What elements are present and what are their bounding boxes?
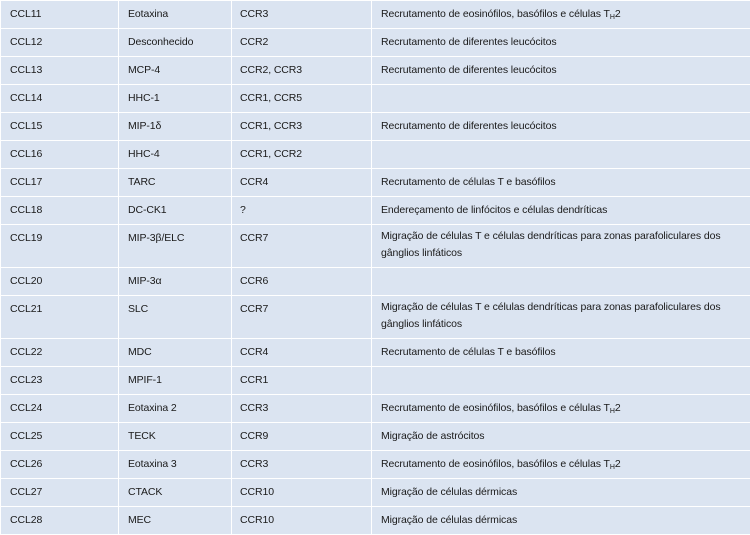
chemokine-cell: CCL20 bbox=[1, 268, 119, 296]
function-cell bbox=[372, 367, 750, 395]
table-body bbox=[1, 1, 750, 535]
function-cell: Recrutamento de células T e basófilos bbox=[372, 169, 750, 197]
chemokine-cell: CCL26 bbox=[1, 451, 119, 479]
receptor-cell: CCR7 bbox=[232, 296, 372, 339]
receptor-cell: CCR3 bbox=[232, 1, 372, 29]
ligand-name-cell: MIP-3β/ELC bbox=[119, 225, 232, 268]
table-row bbox=[1, 57, 750, 85]
receptor-cell: CCR1 bbox=[232, 367, 372, 395]
ligand-name-cell: TARC bbox=[119, 169, 232, 197]
ligand-name-cell: MCP-4 bbox=[119, 57, 232, 85]
function-cell: Migração de células T e células dendríticas para zonas parafoliculares dos gânglios linfáticos bbox=[372, 225, 750, 268]
table-row bbox=[1, 1, 750, 29]
chemokine-cell: CCL11 bbox=[1, 1, 119, 29]
function-cell: Recrutamento de eosinófilos, basófilos e células $T_H2$ bbox=[372, 395, 750, 423]
receptor-cell: CCR2, CCR3 bbox=[232, 57, 372, 85]
chemokine-cell: CCL12 bbox=[1, 29, 119, 57]
ligand-name-cell: MDC bbox=[119, 339, 232, 367]
ligand-name-cell: HHC-4 bbox=[119, 141, 232, 169]
table-row bbox=[1, 339, 750, 367]
function-cell: Migração de células T e células dendríticas para zonas parafoliculares dos gânglios linfáticos bbox=[372, 296, 750, 339]
function-cell: Recrutamento de diferentes leucócitos bbox=[372, 113, 750, 141]
receptor-cell: CCR3 bbox=[232, 395, 372, 423]
function-cell: Recrutamento de eosinófilos, basófilos e células $T_H2$ bbox=[372, 451, 750, 479]
chemokine-cell: CCL25 bbox=[1, 423, 119, 451]
function-cell: Migração de células dérmicas bbox=[372, 507, 750, 535]
table-row bbox=[1, 479, 750, 507]
ligand-name-cell: Eotaxina 3 bbox=[119, 451, 232, 479]
function-cell bbox=[372, 141, 750, 169]
chemokine-cell: CCL14 bbox=[1, 85, 119, 113]
function-cell: Migração de astrócitos bbox=[372, 423, 750, 451]
table-row bbox=[1, 169, 750, 197]
table-row bbox=[1, 367, 750, 395]
receptor-cell: CCR2 bbox=[232, 29, 372, 57]
receptor-cell: CCR4 bbox=[232, 339, 372, 367]
ligand-name-cell: MPIF-1 bbox=[119, 367, 232, 395]
chemokine-cell: CCL24 bbox=[1, 395, 119, 423]
receptor-cell: CCR4 bbox=[232, 169, 372, 197]
chemokine-cell: CCL21 bbox=[1, 296, 119, 339]
table-row bbox=[1, 225, 750, 268]
ligand-name-cell: TECK bbox=[119, 423, 232, 451]
ligand-name-cell: DC-CK1 bbox=[119, 197, 232, 225]
chemokine-cell: CCL23 bbox=[1, 367, 119, 395]
table-row bbox=[1, 29, 750, 57]
ligand-name-cell: Desconhecido bbox=[119, 29, 232, 57]
chemokine-cell: CCL18 bbox=[1, 197, 119, 225]
receptor-cell: CCR3 bbox=[232, 451, 372, 479]
ligand-name-cell: Eotaxina bbox=[119, 1, 232, 29]
ligand-name-cell: HHC-1 bbox=[119, 85, 232, 113]
function-cell: Recrutamento de diferentes leucócitos bbox=[372, 57, 750, 85]
function-cell: Migração de células dérmicas bbox=[372, 479, 750, 507]
table-row bbox=[1, 296, 750, 339]
function-cell: Recrutamento de eosinófilos, basófilos e células $T_H2$ bbox=[372, 1, 750, 29]
chemokine-cell: CCL22 bbox=[1, 339, 119, 367]
chemokine-cell: CCL27 bbox=[1, 479, 119, 507]
function-cell bbox=[372, 268, 750, 296]
receptor-cell: CCR6 bbox=[232, 268, 372, 296]
chemokine-cell: CCL19 bbox=[1, 225, 119, 268]
ligand-name-cell: MEC bbox=[119, 507, 232, 535]
table-row bbox=[1, 197, 750, 225]
function-cell: Endereçamento de linfócitos e células dendríticas bbox=[372, 197, 750, 225]
receptor-cell: CCR9 bbox=[232, 423, 372, 451]
receptor-cell: CCR1, CCR3 bbox=[232, 113, 372, 141]
receptor-cell: CCR7 bbox=[232, 225, 372, 268]
ligand-name-cell: MIP-1δ bbox=[119, 113, 232, 141]
receptor-cell: ? bbox=[232, 197, 372, 225]
function-cell bbox=[372, 85, 750, 113]
function-cell: Recrutamento de diferentes leucócitos bbox=[372, 29, 750, 57]
ligand-name-cell: CTACK bbox=[119, 479, 232, 507]
chemokine-cell: CCL17 bbox=[1, 169, 119, 197]
chemokine-cell: CCL15 bbox=[1, 113, 119, 141]
table-row bbox=[1, 113, 750, 141]
function-cell: Recrutamento de células T e basófilos bbox=[372, 339, 750, 367]
chemokine-cell: CCL28 bbox=[1, 507, 119, 535]
receptor-cell: CCR1, CCR5 bbox=[232, 85, 372, 113]
table-row bbox=[1, 423, 750, 451]
table-row bbox=[1, 268, 750, 296]
receptor-cell: CCR10 bbox=[232, 479, 372, 507]
ligand-name-cell: Eotaxina 2 bbox=[119, 395, 232, 423]
chemokine-cell: CCL16 bbox=[1, 141, 119, 169]
table-row bbox=[1, 507, 750, 535]
chemokine-cell: CCL13 bbox=[1, 57, 119, 85]
ligand-name-cell: SLC bbox=[119, 296, 232, 339]
ligand-name-cell: MIP-3α bbox=[119, 268, 232, 296]
receptor-cell: CCR1, CCR2 bbox=[232, 141, 372, 169]
receptor-cell: CCR10 bbox=[232, 507, 372, 535]
table-row bbox=[1, 395, 750, 423]
table-row bbox=[1, 85, 750, 113]
table-row bbox=[1, 141, 750, 169]
